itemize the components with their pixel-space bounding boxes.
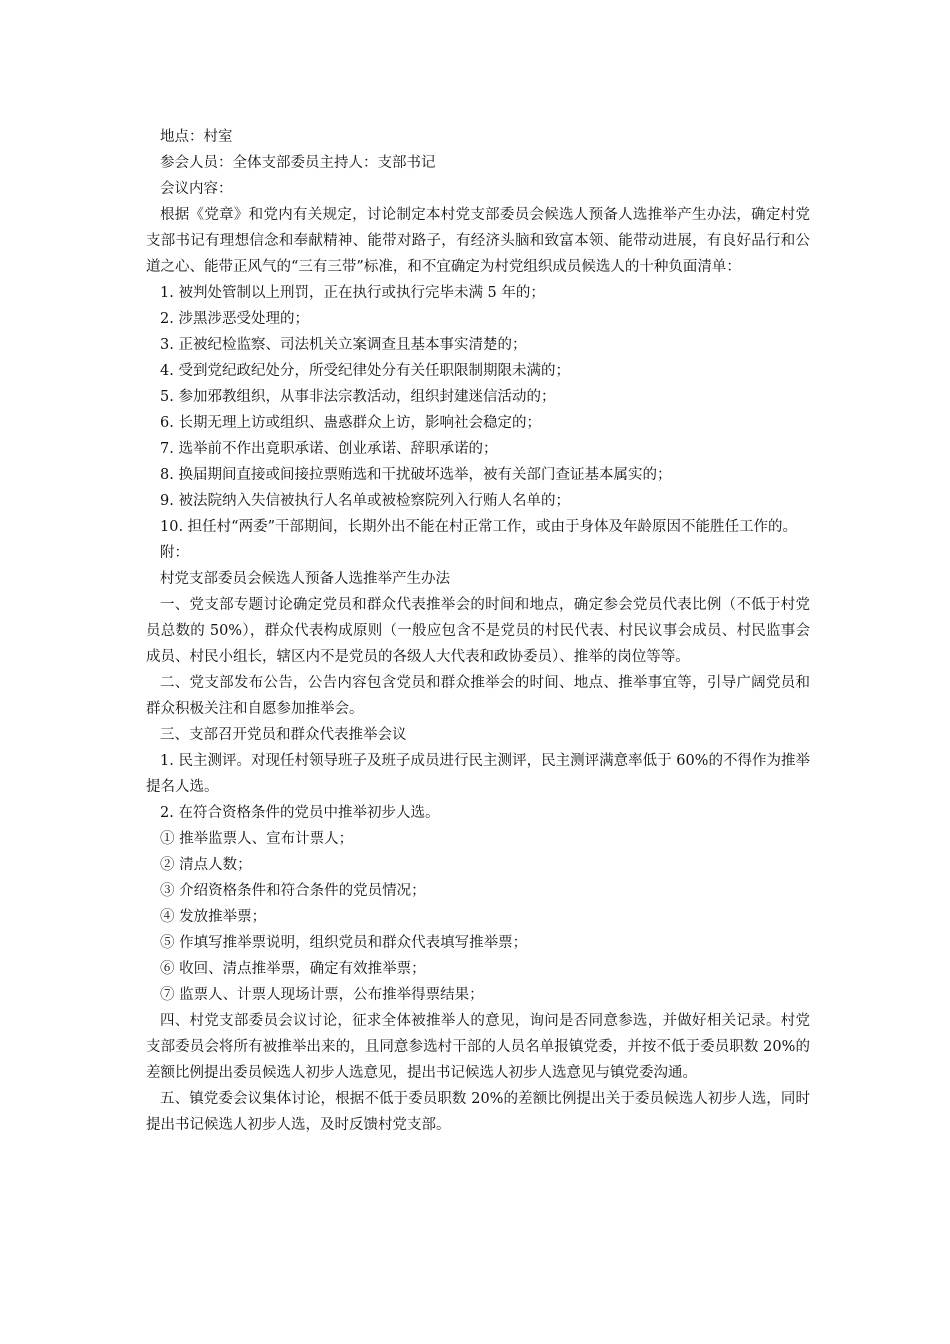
list-item: ⑥ 收回、清点推举票，确定有效推举票； <box>160 961 426 977</box>
step-1: 1. 民主测评。对现任村领导班子及班子成员进行民主测评，民主测评满意率低于 60%的不得作为推举提名人选。 <box>146 753 810 795</box>
list-item: 4. 受到党纪政纪处分，所受纪律处分有关任职限制期限未满的； <box>160 363 570 379</box>
list-item: ② 清点人数； <box>160 857 252 873</box>
section-1: 一、党支部专题讨论确定党员和群众代表推举会的时间和地点，确定参会党员代表比例（不低于村党员总数的 50%），群众代表构成原则（一般应包含不是党员的村民代表、村民议事会成员、村民监事会成员、村民小组长，辖区内不是党员的各级人大代表和政协委员）、推举的岗位等等。 <box>146 597 810 665</box>
list-item: ③ 介绍资格条件和符合条件的党员情况； <box>160 883 426 899</box>
list-item: 5. 参加邪教组织，从事非法宗教活动，组织封建迷信活动的； <box>160 389 556 405</box>
section-2: 二、党支部发布公告，公告内容包含党员和群众推举会的时间、地点、推举事宜等，引导广阔党员和群众积极关注和自愿参加推举会。 <box>146 675 810 717</box>
list-item: 9. 被法院纳入失信被执行人名单或被检察院列入行贿人名单的； <box>160 493 570 509</box>
content-label: 会议内容： <box>160 181 233 197</box>
negative-list <box>146 280 810 540</box>
list-item: 3. 正被纪检监察、司法机关立案调查且基本事实清楚的； <box>160 337 527 353</box>
step-2: 2. 在符合资格条件的党员中推举初步人选。 <box>160 805 440 821</box>
list-item: ⑦ 监票人、计票人现场计票，公布推举得票结果； <box>160 987 484 1003</box>
list-item: ⑤ 作填写推举票说明，组织党员和群众代表填写推举票； <box>160 935 528 951</box>
list-item: 6. 长期无理上访或组织、蛊惑群众上访，影响社会稳定的； <box>160 415 541 431</box>
section-3: 三、支部召开党员和群众代表推举会议 <box>160 727 407 743</box>
list-item: ④ 发放推举票； <box>160 909 267 925</box>
appendix-label: 附： <box>160 545 189 561</box>
location-line: 地点：村室 <box>160 129 233 145</box>
intro-paragraph: 根据《党章》和党内有关规定，讨论制定本村党支部委员会候选人预备人选推举产生办法，确定村党支部书记有理想信念和奉献精神、能带对路子，有经济头脑和致富本领、能带动进展，有良好品行和公道之心、能带正风气的“三有三带”标准，和不宜确定为村党组织成员候选人的十种负面清单： <box>146 207 810 275</box>
list-item: ① 推举监票人、宣布计票人； <box>160 831 354 847</box>
section-4: 四、村党支部委员会议讨论，征求全体被推举人的意见，询问是否同意参选，并做好相关记录。村党支部委员会将所有被推举出来的，且同意参选村干部的人员名单报镇党委，并按不低于委员职数 20%的差额比例提出委员候选人初步人选意见，提出书记候选人初步人选意见与镇党委沟通。 <box>146 1013 810 1081</box>
list-item: 7. 选举前不作出竟职承诺、创业承诺、辞职承诺的； <box>160 441 498 457</box>
list-item: 1. 被判处管制以上刑罚，正在执行或执行完毕未满 5 年的； <box>160 285 545 301</box>
section-5: 五、镇党委会议集体讨论，根据不低于委员职数 20%的差额比例提出关于委员候选人初步人选，同时提出书记候选人初步人选，及时反馈村党支部。 <box>146 1091 810 1133</box>
document-body <box>146 124 810 1138</box>
list-item: 8. 换届期间直接或间接拉票贿选和干扰破坏选举，被有关部门查证基本属实的； <box>160 467 672 483</box>
list-item: 2. 涉黑涉恶受处理的； <box>160 311 309 327</box>
appendix-title: 村党支部委员会候选人预备人选推举产生办法 <box>160 571 450 587</box>
attendees-line: 参会人员：全体支部委员主持人：支部书记 <box>160 155 436 171</box>
list-item: 10. 担任村“两委”干部期间，长期外出不能在村正常工作，或由于身体及年龄原因不能胜任工作的。 <box>160 519 797 535</box>
substep-list <box>146 826 810 1008</box>
